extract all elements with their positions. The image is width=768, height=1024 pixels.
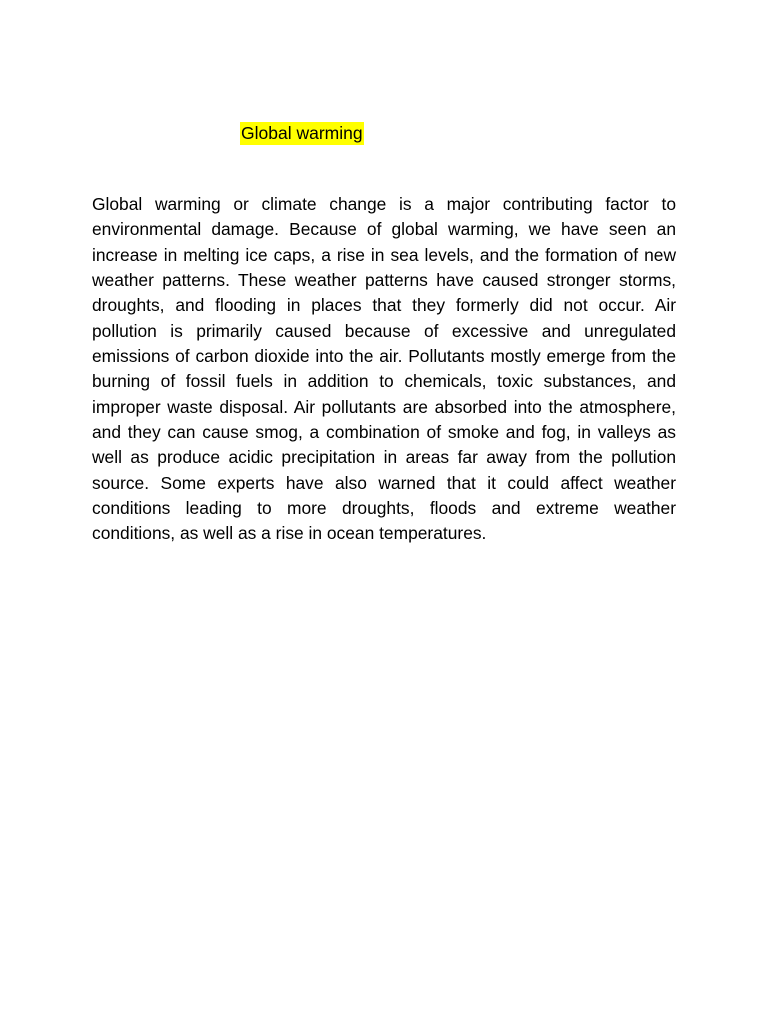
body-paragraph: Global warming or climate change is a major contributing factor to environmental damage. Because of global warming, we have seen an increase in melting ice caps, a rise in sea levels, and the formation of new weather patterns. These weather patterns have caused stronger storms, droughts, and flooding in places that they formerly did not occur. Air pollution is primarily caused because of excessive and unregulated emissions of carbon dioxide into the air. Pollutants mostly emerge from the burning of fossil fuels in addition to chemicals, toxic substances, and improper waste disposal. Air pollutants are absorbed into the atmosphere, and they can cause smog, a combination of smoke and fog, in valleys as well as produce acidic precipitation in areas far away from the pollution source. Some experts have also warned that it could affect weather conditions leading to more droughts, floods and extreme weather conditions, as well as a rise in ocean temperatures. (92, 194, 676, 544)
title-container (240, 121, 364, 146)
document-title: Global warming (241, 123, 363, 143)
